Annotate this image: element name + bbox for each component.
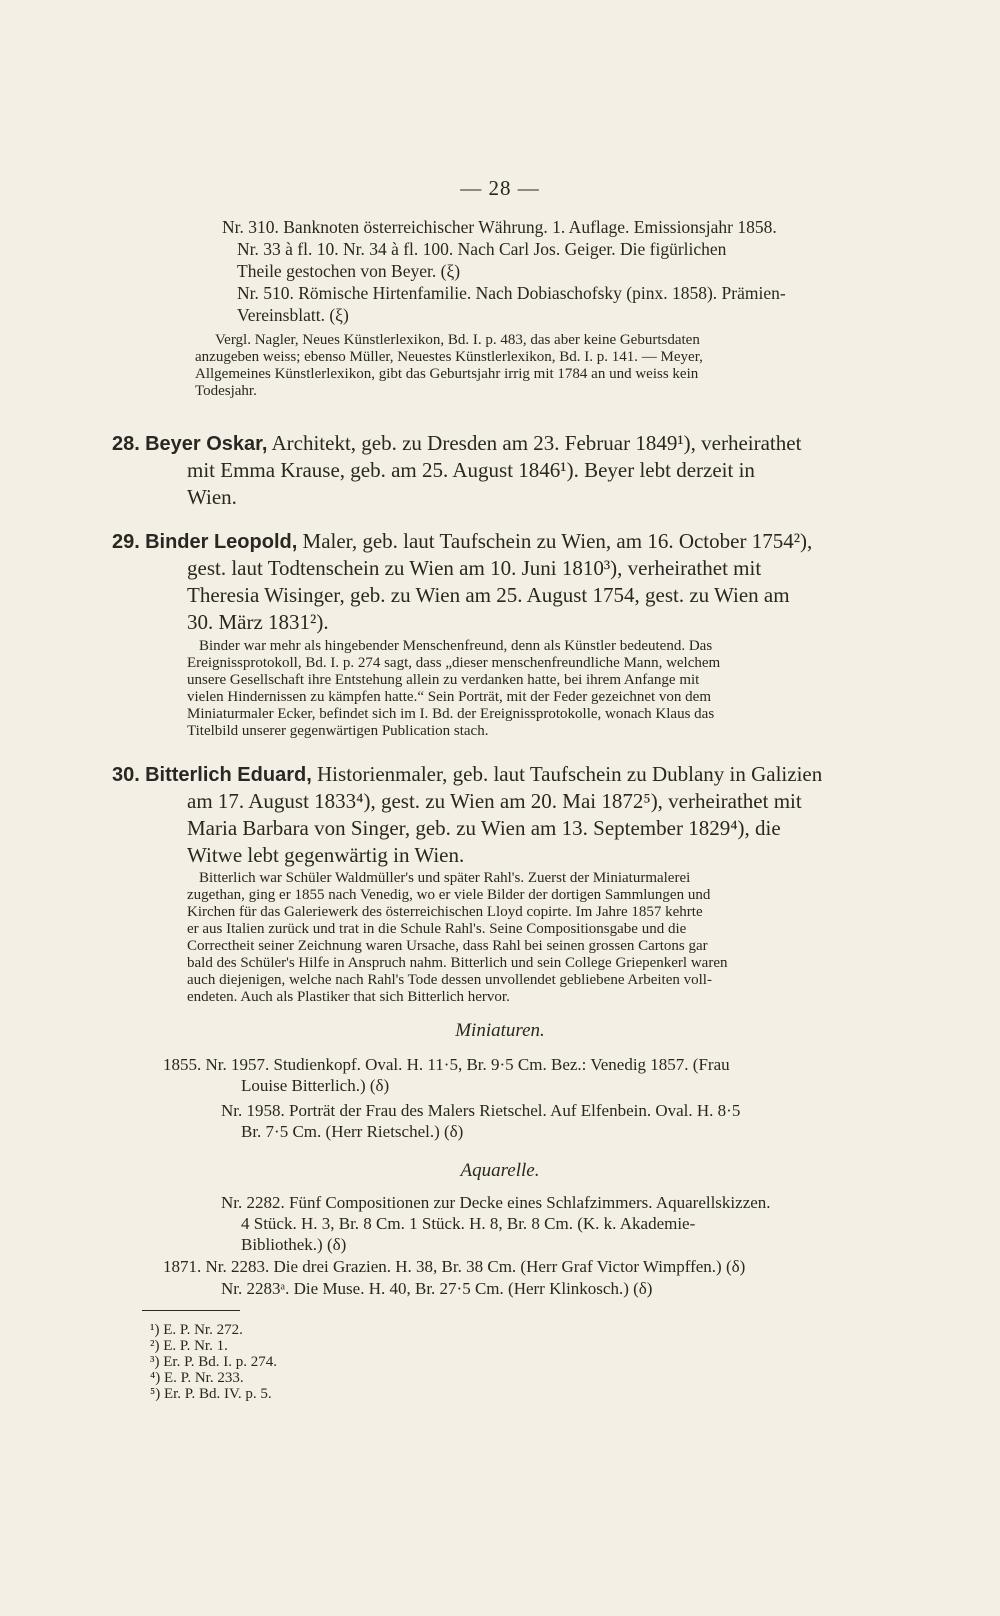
catalog-line: Louise Bitterlich.) (δ) <box>241 1076 390 1095</box>
intro-line: Nr. 310. Banknoten österreichischer Währung. 1. Auflage. Emissionsjahr 1858. <box>222 217 777 237</box>
note-line: Bitterlich war Schüler Waldmüller's und später Rahl's. Zuerst der Miniaturmalerei <box>199 870 691 886</box>
note-line: zugethan, ging er 1855 nach Venedig, wo er viele Bilder der dortigen Sammlungen und <box>187 887 711 903</box>
note-line: auch diejenigen, welche nach Rahl's Tode dessen unvollendet gebliebene Arbeiten voll- <box>187 972 712 988</box>
catalog-line: Nr. 2282. Fünf Compositionen zur Decke eines Schlafzimmers. Aquarellskizzen. <box>221 1193 771 1212</box>
note-line: Kirchen für das Galeriewerk des österreichischen Lloyd copirte. Im Jahre 1857 kehrte <box>187 904 703 920</box>
entry-line: 30. März 1831²). <box>187 610 329 634</box>
entry-28-body <box>187 457 887 511</box>
note-line: er aus Italien zurück und trat in die Schule Rahl's. Seine Compositionsgabe und die <box>187 921 687 937</box>
catalog-line: Bibliothek.) (δ) <box>241 1235 347 1254</box>
intro-line: Nr. 510. Römische Hirtenfamilie. Nach Dobiaschofsky (pinx. 1858). Prämien- <box>237 283 786 303</box>
note-line: Allgemeines Künstlerlexikon, gibt das Geburtsjahr irrig mit 1784 an und weiss kein <box>195 366 699 382</box>
note-line: bald des Schüler's Hilfe in Anspruch nahm. Bitterlich und sein College Griepenkerl waren <box>187 955 728 971</box>
note-line: Binder war mehr als hingebender Menschenfreund, denn als Künstler bedeutend. Das <box>199 638 713 654</box>
catalog-line: 1855. Nr. 1957. Studienkopf. Oval. H. 11·5, Br. 9·5 Cm. Bez.: Venedig 1857. (Frau <box>163 1055 730 1074</box>
note-line: endeten. Auch als Plastiker that sich Bitterlich hervor. <box>187 989 510 1005</box>
catalog-line: 4 Stück. H. 3, Br. 8 Cm. 1 Stück. H. 8, Br. 8 Cm. (K. k. Akademie- <box>241 1214 696 1233</box>
entry-line: gest. laut Todtenschein zu Wien am 10. Juni 1810³), verheirathet mit <box>187 556 762 580</box>
note-line: Vergl. Nagler, Neues Künstlerlexikon, Bd. I. p. 483, das aber keine Geburtsdaten <box>215 332 700 348</box>
entry-line: am 17. August 1833⁴), gest. zu Wien am 20. Mai 1872⁵), verheirathet mit <box>187 789 802 813</box>
catalog-line: Br. 7·5 Cm. (Herr Rietschel.) (δ) <box>241 1122 464 1141</box>
note-line: Todesjahr. <box>195 383 257 399</box>
entry-text: Architekt, geb. zu Dresden am 23. Februar 1849¹), verheirathet <box>271 431 802 455</box>
entry-line: Theresia Wisinger, geb. zu Wien am 25. August 1754, gest. zu Wien am <box>187 583 790 607</box>
intro-note <box>195 332 888 400</box>
entry-text: Maler, geb. laut Taufschein zu Wien, am 16. October 1754²), <box>302 529 813 553</box>
catalog-line: Nr. 1958. Porträt der Frau des Malers Rietschel. Auf Elfenbein. Oval. H. 8·5 <box>221 1101 741 1120</box>
footnote: ¹) E. P. Nr. 272. <box>150 1322 243 1338</box>
note-line: vielen Hindernissen zu kämpfen hatte.“ Sein Porträt, mit der Feder gezeichnet von dem <box>187 689 711 705</box>
footnote: ³) Er. P. Bd. I. p. 274. <box>150 1354 278 1370</box>
entry-text: Historienmaler, geb. laut Taufschein zu Dublany in Galizien <box>317 762 823 786</box>
entry-29-body <box>187 555 887 636</box>
entry-30-note <box>187 870 887 1006</box>
entry-line: Maria Barbara von Singer, geb. zu Wien am 13. September 1829⁴), die <box>187 816 781 840</box>
note-line: anzugeben weiss; ebenso Müller, Neuestes Künstlerlexikon, Bd. I. p. 141. — Meyer, <box>195 349 703 365</box>
entry-name: Beyer Oskar, <box>145 433 268 455</box>
section-heading-miniaturen: Miniaturen. <box>455 1020 545 1041</box>
entry-number: 28. <box>112 433 140 455</box>
footnote: ⁴) E. P. Nr. 233. <box>150 1370 244 1386</box>
entry-number: 29. <box>112 531 140 553</box>
entry-name: Binder Leopold, <box>145 531 298 553</box>
intro-line: Theile gestochen von Beyer. (ξ) <box>237 261 461 281</box>
entry-29-note <box>187 638 887 740</box>
note-line: Miniaturmaler Ecker, befindet sich im I. Bd. der Ereignissprotokolle, wonach Klaus das <box>187 706 715 722</box>
entry-28-heading <box>112 430 801 458</box>
entry-number: 30. <box>112 764 140 786</box>
note-line: Correctheit seiner Zeichnung waren Ursache, dass Rahl bei seinen grossen Cartons gar <box>187 938 708 954</box>
catalog-line: 1871. Nr. 2283. Die drei Grazien. H. 38, Br. 38 Cm. (Herr Graf Victor Wimpffen.) (δ) <box>163 1257 746 1276</box>
entry-line: mit Emma Krause, geb. am 25. August 1846¹). Beyer lebt derzeit in <box>187 458 755 482</box>
page-number: — 28 — <box>460 176 540 200</box>
entry-30-heading <box>112 761 822 789</box>
catalog-line: Nr. 2283ᵃ. Die Muse. H. 40, Br. 27·5 Cm. (Herr Klinkosch.) (δ) <box>221 1279 653 1298</box>
intro-block <box>0 216 1000 326</box>
footnote-rule <box>142 1310 240 1311</box>
entry-29-heading <box>112 528 812 556</box>
note-line: unsere Gesellschaft ihre Entstehung allein zu verdanken hatte, bei ihrem Anfange mit <box>187 672 700 688</box>
section-heading-aquarelle: Aquarelle. <box>460 1160 540 1181</box>
entry-line: Wien. <box>187 485 237 509</box>
footnote: ²) E. P. Nr. 1. <box>150 1338 228 1354</box>
intro-line: Vereinsblatt. (ξ) <box>237 305 349 325</box>
entry-line: Witwe lebt gegenwärtig in Wien. <box>187 843 465 867</box>
note-line: Titelbild unserer gegenwärtigen Publication stach. <box>187 723 489 739</box>
footnote: ⁵) Er. P. Bd. IV. p. 5. <box>150 1386 272 1402</box>
intro-line: Nr. 33 à fl. 10. Nr. 34 à fl. 100. Nach Carl Jos. Geiger. Die figürlichen <box>237 239 727 259</box>
entry-30-body <box>187 788 887 869</box>
note-line: Ereignissprotokoll, Bd. I. p. 274 sagt, dass „dieser menschenfreundliche Mann, welchem <box>187 655 721 671</box>
entry-name: Bitterlich Eduard, <box>145 764 312 786</box>
